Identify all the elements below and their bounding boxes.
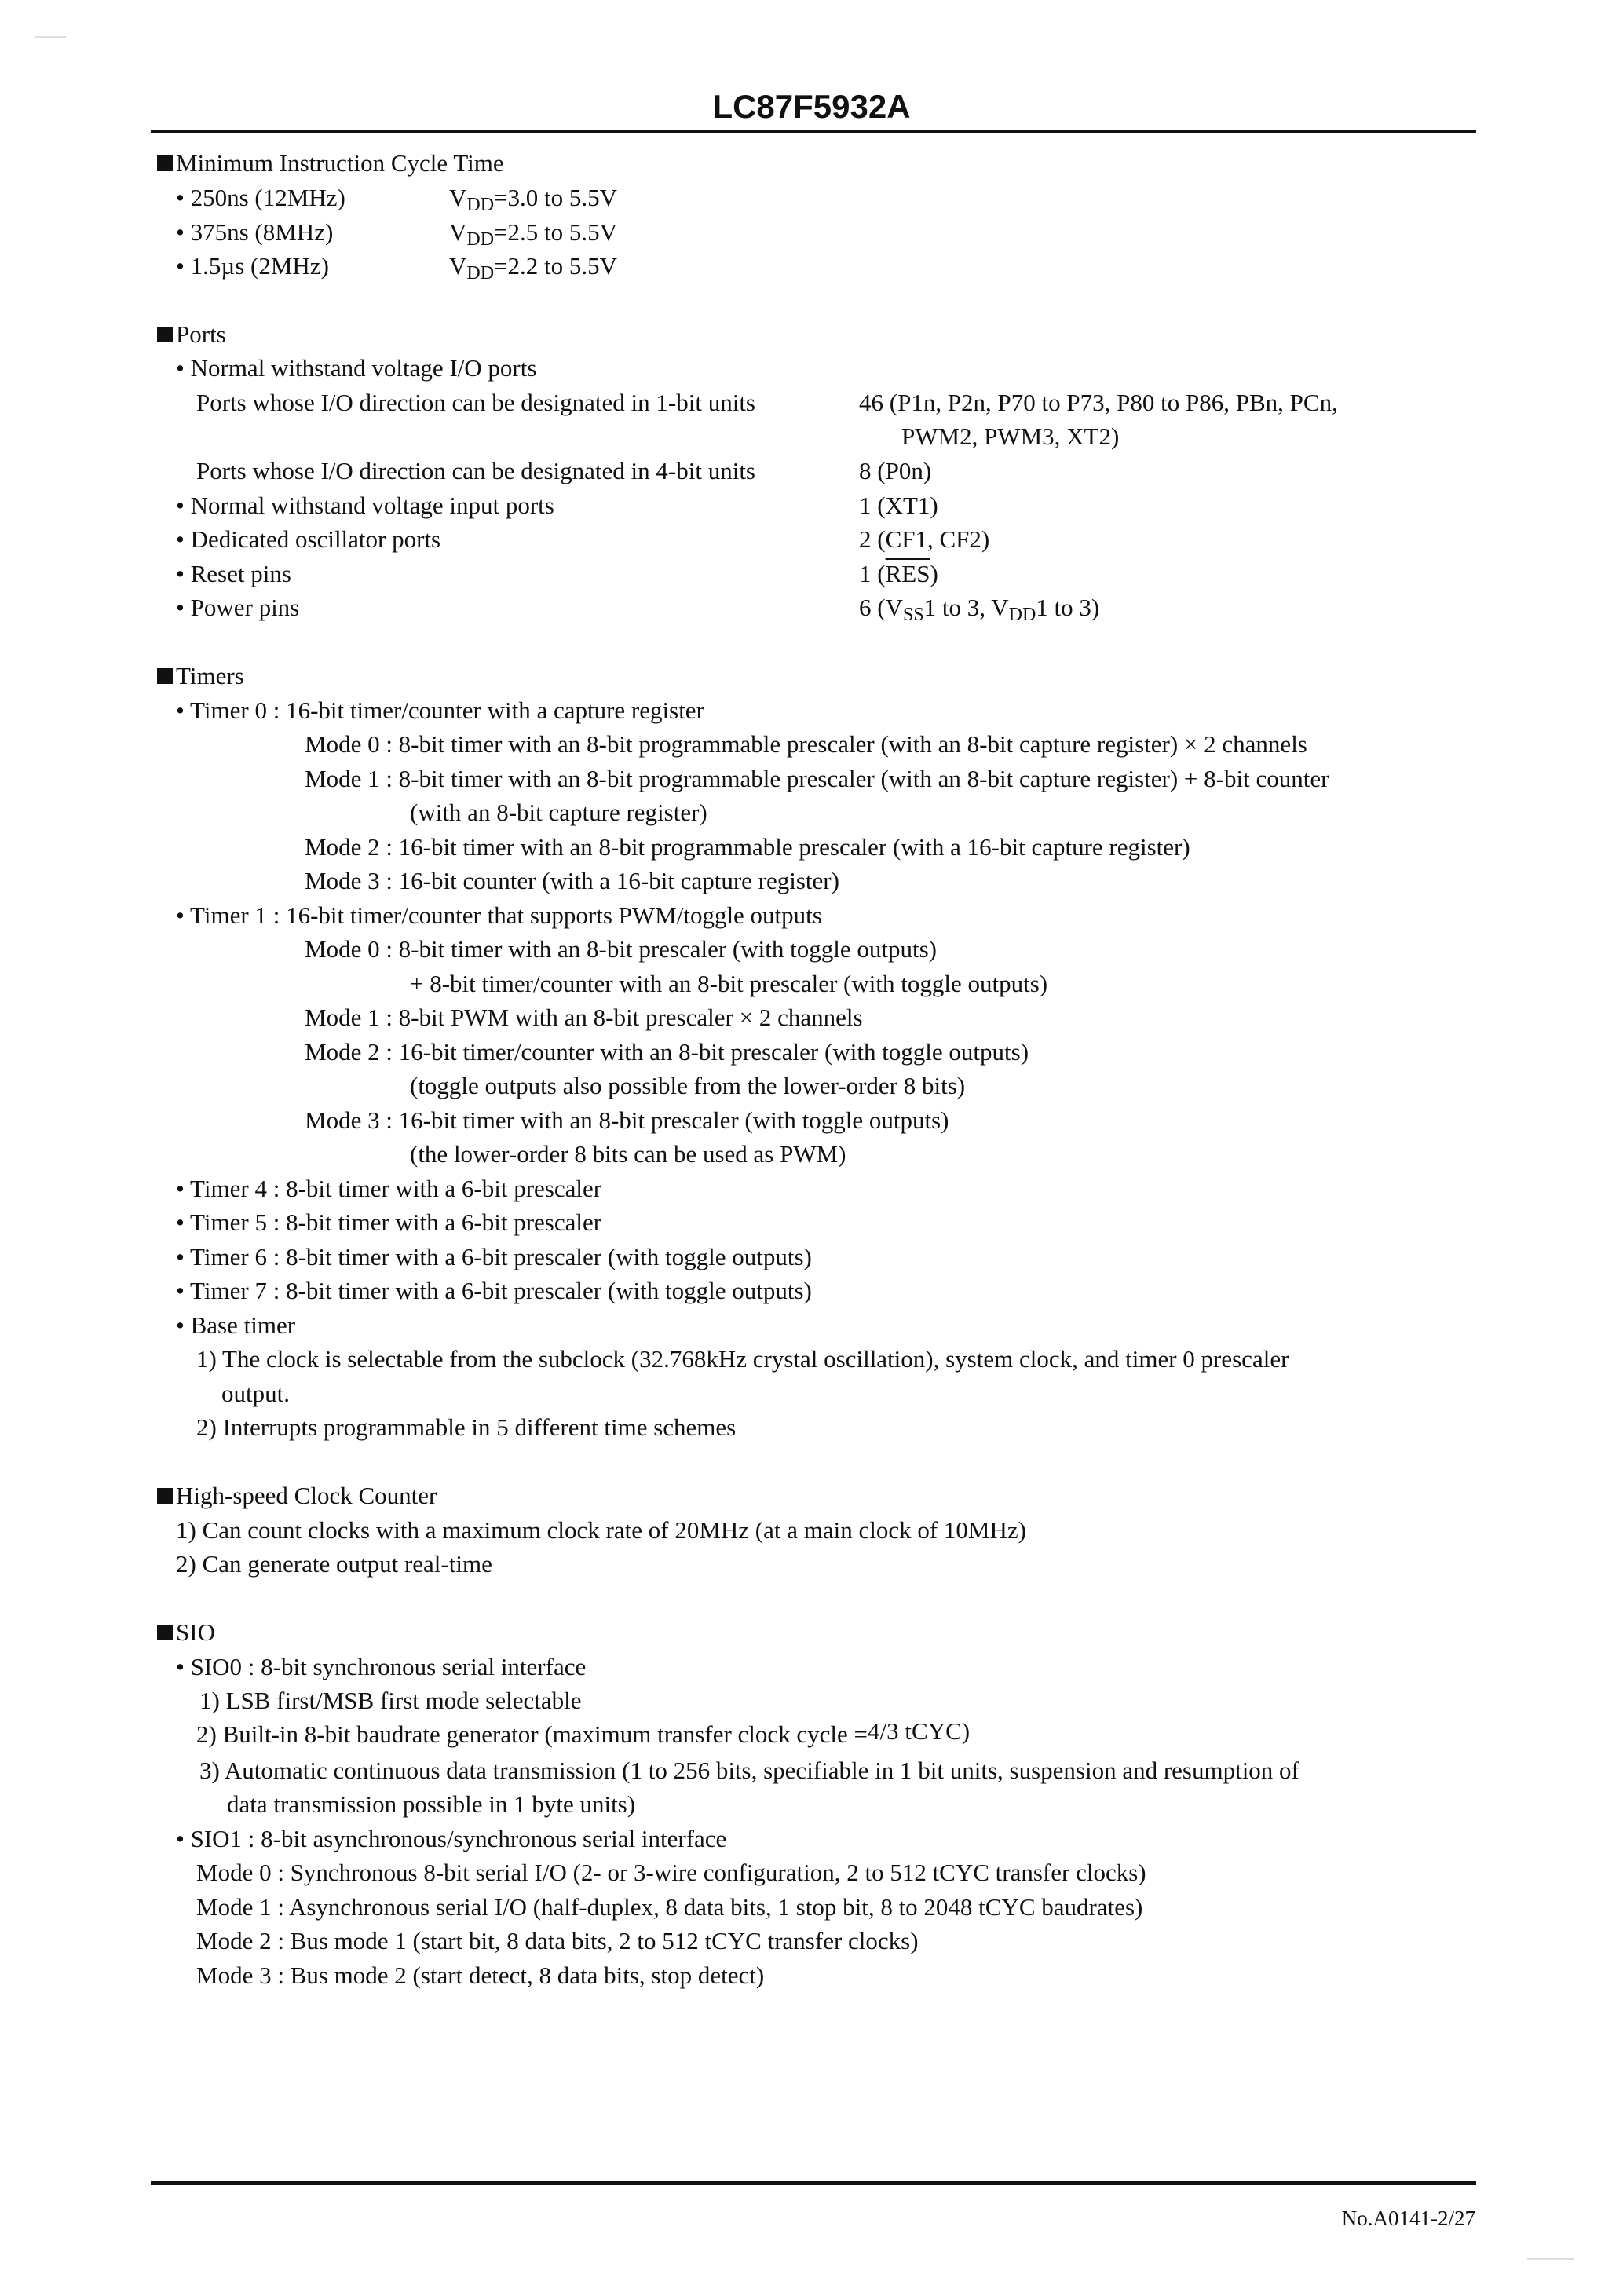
document-number: No.A0141-2/27 [1341, 2206, 1475, 2230]
section-heading-mic: Minimum Instruction Cycle Time [157, 151, 504, 175]
sio1: • SIO1 : 8-bit asynchronous/synchronous serial interface [176, 1825, 727, 1852]
square-bullet-icon [157, 327, 173, 342]
timer-4: • Timer 4 : 8-bit timer with a 6-bit prescaler [176, 1175, 602, 1202]
timer-1-mode-2: Mode 2 : 16-bit timer/counter with an 8-bit prescaler (with toggle outputs) [305, 1038, 1029, 1066]
base-timer-item-1-cont: output. [221, 1380, 290, 1407]
mic-voltage: VDD=2.2 to 5.5V [449, 252, 618, 283]
square-bullet-icon [157, 155, 173, 171]
timer-0-mode-3: Mode 3 : 16-bit counter (with a 16-bit capture register) [305, 867, 839, 894]
mic-voltage: VDD=3.0 to 5.5V [449, 184, 618, 215]
mic-time: • 375ns (8MHz) [176, 218, 334, 246]
ports-1bit-value: 46 (P1n, P2n, P70 to P73, P80 to P86, PBn, PCn, [859, 389, 1338, 416]
ports-reset-label: • Reset pins [176, 560, 291, 587]
timer-1-mode-0-cont: + 8-bit timer/counter with an 8-bit prescaler (with toggle outputs) [410, 970, 1048, 997]
scan-mark [1527, 2258, 1574, 2260]
timer-1-mode-2-cont: (toggle outputs also possible from the lower-order 8 bits) [410, 1072, 966, 1099]
timer-0-mode-2: Mode 2 : 16-bit timer with an 8-bit programmable prescaler (with a 16-bit capture register) [305, 833, 1190, 861]
base-timer: • Base timer [176, 1311, 296, 1339]
ports-power-label: • Power pins [176, 594, 300, 621]
timer-0: • Timer 0 : 16-bit timer/counter with a capture register [176, 696, 704, 724]
timer-0-mode-0: Mode 0 : 8-bit timer with an 8-bit programmable prescaler (with an 8-bit capture register) × 2 channels [305, 730, 1307, 758]
footer-rule [151, 2181, 1476, 2185]
header-rule [151, 130, 1476, 133]
base-timer-item-2: 2) Interrupts programmable in 5 different time schemes [196, 1413, 737, 1441]
ports-1bit-value-cont: PWM2, PWM3, XT2) [901, 422, 1120, 450]
section-heading-ports: Ports [157, 322, 226, 346]
square-bullet-icon [157, 1488, 173, 1504]
sio0-item-3-cont: data transmission possible in 1 byte units) [227, 1790, 636, 1818]
ports-4bit-value: 8 (P0n) [859, 457, 932, 484]
sio0-item-2: 2) Built-in 8-bit baudrate generator (maximum transfer clock cycle =4/3 tCYC) [196, 1717, 971, 1748]
square-bullet-icon [157, 1625, 173, 1640]
sio1-mode-1: Mode 1 : Asynchronous serial I/O (half-duplex, 8 data bits, 1 stop bit, 8 to 2048 tCYC baudrates) [196, 1893, 1143, 1921]
sio1-mode-3: Mode 3 : Bus mode 2 (start detect, 8 data bits, stop detect) [196, 1961, 765, 1989]
ports-power-value: 6 (VSS1 to 3, VDD1 to 3) [859, 594, 1100, 625]
sio0-item-1: 1) LSB first/MSB first mode selectable [199, 1687, 582, 1714]
timer-1-mode-1: Mode 1 : 8-bit PWM with an 8-bit prescaler × 2 channels [305, 1004, 863, 1031]
section-heading-hscc: High-speed Clock Counter [157, 1483, 437, 1508]
section-heading-sio: SIO [157, 1620, 215, 1644]
page-title: LC87F5932A [712, 88, 911, 125]
ports-1bit-label: Ports whose I/O direction can be designated in 1-bit units [196, 389, 756, 416]
hscc-item-2: 2) Can generate output real-time [176, 1550, 492, 1578]
mic-voltage: VDD=2.5 to 5.5V [449, 218, 618, 250]
hscc-item-1: 1) Can count clocks with a maximum clock rate of 20MHz (at a main clock of 10MHz) [176, 1516, 1026, 1544]
timer-1-mode-3-cont: (the lower-order 8 bits can be used as PWM) [410, 1140, 846, 1168]
section-heading-timers: Timers [157, 664, 244, 688]
ports-normal-io: • Normal withstand voltage I/O ports [176, 354, 537, 382]
ports-osc-label: • Dedicated oscillator ports [176, 525, 441, 553]
timer-0-mode-1-cont: (with an 8-bit capture register) [410, 799, 707, 826]
sio0-item-3: 3) Automatic continuous data transmission (1 to 256 bits, specifiable in 1 bit units, suspension and resumption of [199, 1757, 1299, 1784]
timer-1: • Timer 1 : 16-bit timer/counter that supports PWM/toggle outputs [176, 901, 822, 929]
sio1-mode-0: Mode 0 : Synchronous 8-bit serial I/O (2- or 3-wire configuration, 2 to 512 tCYC transfer clocks) [196, 1859, 1146, 1886]
ports-4bit-label: Ports whose I/O direction can be designated in 4-bit units [196, 457, 756, 484]
timer-6: • Timer 6 : 8-bit timer with a 6-bit prescaler (with toggle outputs) [176, 1243, 812, 1270]
mic-time: • 250ns (12MHz) [176, 184, 345, 211]
base-timer-item-1: 1) The clock is selectable from the subclock (32.768kHz crystal oscillation), system clock, and timer 0 prescaler [196, 1345, 1289, 1373]
timer-1-mode-0: Mode 0 : 8-bit timer with an 8-bit prescaler (with toggle outputs) [305, 935, 937, 963]
mic-time: • 1.5µs (2MHz) [176, 252, 329, 280]
square-bullet-icon [157, 668, 173, 684]
timer-0-mode-1: Mode 1 : 8-bit timer with an 8-bit programmable prescaler (with an 8-bit capture register) + 8-bit counter [305, 765, 1329, 792]
timer-5: • Timer 5 : 8-bit timer with a 6-bit prescaler [176, 1208, 602, 1236]
ports-input-label: • Normal withstand voltage input ports [176, 492, 554, 519]
timer-1-mode-3: Mode 3 : 16-bit timer with an 8-bit prescaler (with toggle outputs) [305, 1106, 949, 1134]
sio1-mode-2: Mode 2 : Bus mode 1 (start bit, 8 data bits, 2 to 512 tCYC transfer clocks) [196, 1927, 919, 1954]
sio0: • SIO0 : 8-bit synchronous serial interface [176, 1653, 587, 1680]
ports-input-value: 1 (XT1) [859, 492, 938, 519]
timer-7: • Timer 7 : 8-bit timer with a 6-bit prescaler (with toggle outputs) [176, 1277, 812, 1304]
scan-mark [35, 36, 66, 38]
ports-reset-value: 1 $(\overline{RES})$ [859, 560, 938, 587]
ports-osc-value: 2 (CF1, CF2) [859, 525, 990, 553]
